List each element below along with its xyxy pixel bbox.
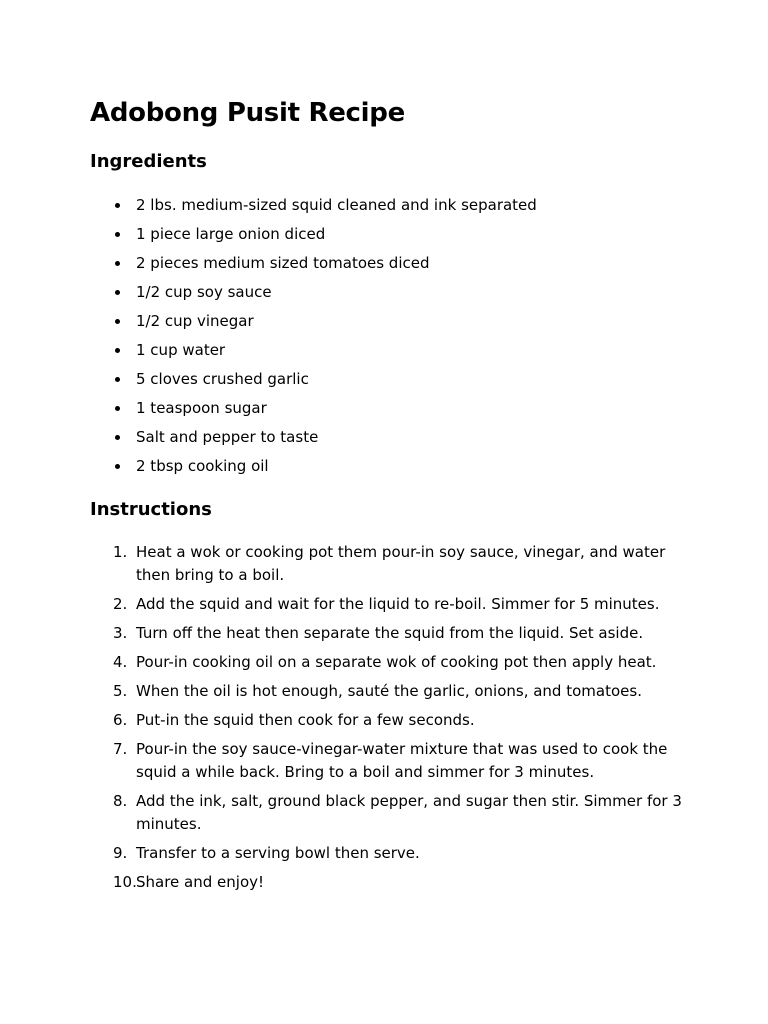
bullet-icon bbox=[115, 232, 120, 237]
instruction-step bbox=[0, 651, 768, 674]
ingredient-item bbox=[0, 454, 768, 483]
step-text: Heat a wok or cooking pot them pour-in soy sauce, vinegar, and water then bring to a boil. bbox=[136, 543, 666, 584]
step-text: Share and enjoy! bbox=[136, 873, 265, 891]
bullet-icon bbox=[115, 203, 120, 208]
instructions-heading: Instructions bbox=[90, 499, 212, 520]
ingredient-item bbox=[0, 425, 768, 454]
step-number: 2. bbox=[113, 595, 128, 613]
step-number: 10. bbox=[113, 873, 137, 891]
step-number: 5. bbox=[113, 682, 128, 700]
instruction-step bbox=[0, 593, 768, 616]
ingredient-text: 1/2 cup vinegar bbox=[136, 312, 254, 330]
instruction-step bbox=[0, 622, 768, 645]
ingredient-item bbox=[0, 338, 768, 367]
ingredients-heading: Ingredients bbox=[90, 151, 207, 172]
step-text: Turn off the heat then separate the squid from the liquid. Set aside. bbox=[136, 624, 644, 642]
instruction-step bbox=[0, 790, 768, 836]
step-text: Pour-in the soy sauce-vinegar-water mixture that was used to cook the squid a while back. Bring to a boil and simmer for 3 minutes. bbox=[136, 740, 668, 781]
recipe-title: Adobong Pusit Recipe bbox=[90, 98, 405, 128]
bullet-icon bbox=[115, 348, 120, 353]
ingredient-text: 2 pieces medium sized tomatoes diced bbox=[136, 254, 430, 272]
instruction-step bbox=[0, 680, 768, 703]
instruction-step bbox=[0, 709, 768, 732]
step-number: 4. bbox=[113, 653, 128, 671]
step-text: When the oil is hot enough, sauté the garlic, onions, and tomatoes. bbox=[136, 682, 642, 700]
step-text: Transfer to a serving bowl then serve. bbox=[136, 844, 420, 862]
ingredient-text: 1 cup water bbox=[136, 341, 226, 359]
ingredient-item bbox=[0, 222, 768, 251]
step-number: 6. bbox=[113, 711, 128, 729]
ingredient-text: 1/2 cup soy sauce bbox=[136, 283, 272, 301]
step-text: Pour-in cooking oil on a separate wok of cooking pot then apply heat. bbox=[136, 653, 657, 671]
ingredient-item bbox=[0, 367, 768, 396]
bullet-icon bbox=[115, 464, 120, 469]
bullet-icon bbox=[115, 377, 120, 382]
step-text: Add the squid and wait for the liquid to re-boil. Simmer for 5 minutes. bbox=[136, 595, 660, 613]
step-number: 3. bbox=[113, 624, 128, 642]
step-number: 7. bbox=[113, 740, 128, 758]
step-number: 8. bbox=[113, 792, 128, 810]
ingredient-text: 2 tbsp cooking oil bbox=[136, 457, 269, 475]
ingredients-list bbox=[0, 193, 768, 483]
instruction-step bbox=[0, 842, 768, 865]
ingredient-item bbox=[0, 396, 768, 425]
step-number: 1. bbox=[113, 543, 128, 561]
bullet-icon bbox=[115, 435, 120, 440]
instruction-step bbox=[0, 541, 768, 587]
step-text: Add the ink, salt, ground black pepper, and sugar then stir. Simmer for 3 minutes. bbox=[136, 792, 682, 833]
bullet-icon bbox=[115, 290, 120, 295]
instructions-list bbox=[0, 541, 768, 900]
ingredient-text: 2 lbs. medium-sized squid cleaned and ink separated bbox=[136, 196, 537, 214]
ingredient-item bbox=[0, 309, 768, 338]
ingredient-text: 5 cloves crushed garlic bbox=[136, 370, 309, 388]
bullet-icon bbox=[115, 319, 120, 324]
ingredient-text: Salt and pepper to taste bbox=[136, 428, 319, 446]
ingredient-item bbox=[0, 193, 768, 222]
ingredient-text: 1 teaspoon sugar bbox=[136, 399, 267, 417]
ingredient-item bbox=[0, 280, 768, 309]
ingredient-item bbox=[0, 251, 768, 280]
step-text: Put-in the squid then cook for a few seconds. bbox=[136, 711, 475, 729]
bullet-icon bbox=[115, 406, 120, 411]
ingredient-text: 1 piece large onion diced bbox=[136, 225, 326, 243]
instruction-step bbox=[0, 871, 768, 894]
step-number: 9. bbox=[113, 844, 128, 862]
instruction-step bbox=[0, 738, 768, 784]
bullet-icon bbox=[115, 261, 120, 266]
